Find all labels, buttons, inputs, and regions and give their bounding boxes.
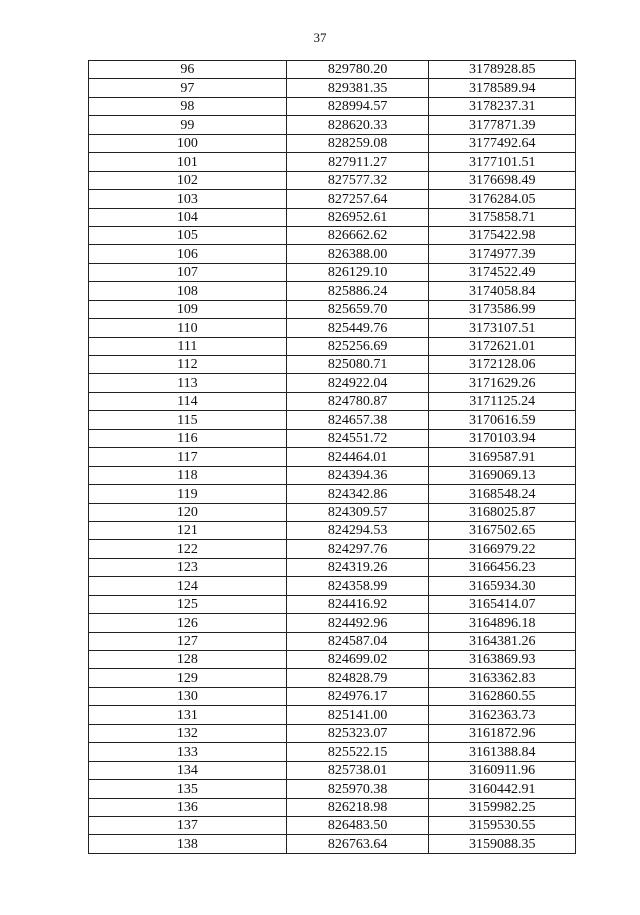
table-row (89, 558, 576, 576)
y-coordinate-cell: 3178237.31 (429, 97, 576, 115)
table-row (89, 503, 576, 521)
table-row (89, 595, 576, 613)
y-coordinate-cell: 3161388.84 (429, 743, 576, 761)
point-number-cell: 136 (89, 798, 287, 816)
table-row (89, 61, 576, 79)
point-number-cell: 135 (89, 780, 287, 798)
x-coordinate-cell: 826483.50 (286, 816, 429, 834)
x-coordinate-cell: 825659.70 (286, 300, 429, 318)
point-number-cell: 138 (89, 835, 287, 853)
table-row (89, 429, 576, 447)
point-number-cell: 112 (89, 356, 287, 374)
y-coordinate-cell: 3164381.26 (429, 632, 576, 650)
y-coordinate-cell: 3174058.84 (429, 282, 576, 300)
point-number-cell: 114 (89, 392, 287, 410)
x-coordinate-cell: 826129.10 (286, 263, 429, 281)
point-number-cell: 126 (89, 614, 287, 632)
table-row (89, 97, 576, 115)
y-coordinate-cell: 3174522.49 (429, 263, 576, 281)
y-coordinate-cell: 3163869.93 (429, 651, 576, 669)
y-coordinate-cell: 3168025.87 (429, 503, 576, 521)
x-coordinate-cell: 824319.26 (286, 558, 429, 576)
x-coordinate-cell: 829780.20 (286, 61, 429, 79)
table-row (89, 245, 576, 263)
table-row (89, 337, 576, 355)
x-coordinate-cell: 824492.96 (286, 614, 429, 632)
x-coordinate-cell: 826388.00 (286, 245, 429, 263)
y-coordinate-cell: 3166979.22 (429, 540, 576, 558)
table-row (89, 521, 576, 539)
table-row (89, 319, 576, 337)
y-coordinate-cell: 3163362.83 (429, 669, 576, 687)
x-coordinate-cell: 824922.04 (286, 374, 429, 392)
table-row (89, 724, 576, 742)
x-coordinate-cell: 824394.36 (286, 466, 429, 484)
y-coordinate-cell: 3171629.26 (429, 374, 576, 392)
y-coordinate-cell: 3160442.91 (429, 780, 576, 798)
point-number-cell: 105 (89, 226, 287, 244)
table-row (89, 540, 576, 558)
table-row (89, 632, 576, 650)
point-number-cell: 123 (89, 558, 287, 576)
table-row (89, 79, 576, 97)
table-row (89, 743, 576, 761)
table-row (89, 651, 576, 669)
x-coordinate-cell: 827577.32 (286, 171, 429, 189)
x-coordinate-cell: 828259.08 (286, 134, 429, 152)
x-coordinate-cell: 825141.00 (286, 706, 429, 724)
point-number-cell: 127 (89, 632, 287, 650)
x-coordinate-cell: 826662.62 (286, 226, 429, 244)
x-coordinate-cell: 825970.38 (286, 780, 429, 798)
x-coordinate-cell: 824657.38 (286, 411, 429, 429)
point-number-cell: 99 (89, 116, 287, 134)
y-coordinate-cell: 3177492.64 (429, 134, 576, 152)
table-row (89, 835, 576, 853)
point-number-cell: 109 (89, 300, 287, 318)
x-coordinate-cell: 824358.99 (286, 577, 429, 595)
table-row (89, 614, 576, 632)
x-coordinate-cell: 825522.15 (286, 743, 429, 761)
x-coordinate-cell: 826763.64 (286, 835, 429, 853)
point-number-cell: 133 (89, 743, 287, 761)
point-number-cell: 124 (89, 577, 287, 595)
y-coordinate-cell: 3161872.96 (429, 724, 576, 742)
point-number-cell: 120 (89, 503, 287, 521)
y-coordinate-cell: 3159982.25 (429, 798, 576, 816)
x-coordinate-cell: 824416.92 (286, 595, 429, 613)
x-coordinate-cell: 826218.98 (286, 798, 429, 816)
y-coordinate-cell: 3159088.35 (429, 835, 576, 853)
y-coordinate-cell: 3171125.24 (429, 392, 576, 410)
x-coordinate-cell: 824464.01 (286, 448, 429, 466)
x-coordinate-cell: 827257.64 (286, 190, 429, 208)
y-coordinate-cell: 3177101.51 (429, 153, 576, 171)
x-coordinate-cell: 824551.72 (286, 429, 429, 447)
table-row (89, 466, 576, 484)
point-number-cell: 113 (89, 374, 287, 392)
point-number-cell: 108 (89, 282, 287, 300)
y-coordinate-cell: 3175422.98 (429, 226, 576, 244)
point-number-cell: 130 (89, 687, 287, 705)
point-number-cell: 132 (89, 724, 287, 742)
x-coordinate-cell: 829381.35 (286, 79, 429, 97)
y-coordinate-cell: 3167502.65 (429, 521, 576, 539)
table-row (89, 134, 576, 152)
point-number-cell: 119 (89, 485, 287, 503)
y-coordinate-cell: 3170103.94 (429, 429, 576, 447)
y-coordinate-cell: 3162860.55 (429, 687, 576, 705)
y-coordinate-cell: 3178928.85 (429, 61, 576, 79)
table-row (89, 780, 576, 798)
x-coordinate-cell: 827911.27 (286, 153, 429, 171)
coordinates-table-body (89, 61, 576, 854)
table-row (89, 208, 576, 226)
y-coordinate-cell: 3172128.06 (429, 356, 576, 374)
y-coordinate-cell: 3177871.39 (429, 116, 576, 134)
x-coordinate-cell: 824587.04 (286, 632, 429, 650)
point-number-cell: 104 (89, 208, 287, 226)
point-number-cell: 111 (89, 337, 287, 355)
point-number-cell: 98 (89, 97, 287, 115)
table-row (89, 411, 576, 429)
table-row (89, 356, 576, 374)
point-number-cell: 116 (89, 429, 287, 447)
point-number-cell: 129 (89, 669, 287, 687)
y-coordinate-cell: 3159530.55 (429, 816, 576, 834)
x-coordinate-cell: 828620.33 (286, 116, 429, 134)
x-coordinate-cell: 828994.57 (286, 97, 429, 115)
table-row (89, 485, 576, 503)
point-number-cell: 122 (89, 540, 287, 558)
table-row (89, 687, 576, 705)
point-number-cell: 115 (89, 411, 287, 429)
point-number-cell: 125 (89, 595, 287, 613)
y-coordinate-cell: 3169587.91 (429, 448, 576, 466)
x-coordinate-cell: 825449.76 (286, 319, 429, 337)
y-coordinate-cell: 3169069.13 (429, 466, 576, 484)
table-row (89, 816, 576, 834)
point-number-cell: 131 (89, 706, 287, 724)
point-number-cell: 121 (89, 521, 287, 539)
y-coordinate-cell: 3165414.07 (429, 595, 576, 613)
x-coordinate-cell: 824342.86 (286, 485, 429, 503)
y-coordinate-cell: 3164896.18 (429, 614, 576, 632)
table-row (89, 706, 576, 724)
x-coordinate-cell: 824297.76 (286, 540, 429, 558)
y-coordinate-cell: 3173586.99 (429, 300, 576, 318)
x-coordinate-cell: 825080.71 (286, 356, 429, 374)
point-number-cell: 100 (89, 134, 287, 152)
point-number-cell: 97 (89, 79, 287, 97)
x-coordinate-cell: 824309.57 (286, 503, 429, 521)
point-number-cell: 128 (89, 651, 287, 669)
y-coordinate-cell: 3172621.01 (429, 337, 576, 355)
point-number-cell: 107 (89, 263, 287, 281)
table-row (89, 153, 576, 171)
x-coordinate-cell: 825738.01 (286, 761, 429, 779)
table-row (89, 577, 576, 595)
y-coordinate-cell: 3168548.24 (429, 485, 576, 503)
table-row (89, 300, 576, 318)
y-coordinate-cell: 3166456.23 (429, 558, 576, 576)
x-coordinate-cell: 824699.02 (286, 651, 429, 669)
y-coordinate-cell: 3174977.39 (429, 245, 576, 263)
point-number-cell: 96 (89, 61, 287, 79)
table-row (89, 190, 576, 208)
table-row (89, 374, 576, 392)
point-number-cell: 106 (89, 245, 287, 263)
x-coordinate-cell: 824780.87 (286, 392, 429, 410)
table-row (89, 448, 576, 466)
x-coordinate-cell: 826952.61 (286, 208, 429, 226)
point-number-cell: 103 (89, 190, 287, 208)
y-coordinate-cell: 3178589.94 (429, 79, 576, 97)
page-number: 37 (313, 30, 327, 45)
table-row (89, 116, 576, 134)
y-coordinate-cell: 3165934.30 (429, 577, 576, 595)
coordinates-table (88, 60, 576, 854)
table-row (89, 171, 576, 189)
y-coordinate-cell: 3175858.71 (429, 208, 576, 226)
point-number-cell: 117 (89, 448, 287, 466)
table-row (89, 392, 576, 410)
table-row (89, 761, 576, 779)
table-row (89, 282, 576, 300)
x-coordinate-cell: 825323.07 (286, 724, 429, 742)
point-number-cell: 137 (89, 816, 287, 834)
table-row (89, 226, 576, 244)
x-coordinate-cell: 824976.17 (286, 687, 429, 705)
y-coordinate-cell: 3160911.96 (429, 761, 576, 779)
point-number-cell: 118 (89, 466, 287, 484)
point-number-cell: 134 (89, 761, 287, 779)
table-row (89, 263, 576, 281)
x-coordinate-cell: 825886.24 (286, 282, 429, 300)
x-coordinate-cell: 825256.69 (286, 337, 429, 355)
point-number-cell: 110 (89, 319, 287, 337)
point-number-cell: 102 (89, 171, 287, 189)
y-coordinate-cell: 3176698.49 (429, 171, 576, 189)
y-coordinate-cell: 3173107.51 (429, 319, 576, 337)
table-row (89, 669, 576, 687)
y-coordinate-cell: 3176284.05 (429, 190, 576, 208)
y-coordinate-cell: 3162363.73 (429, 706, 576, 724)
x-coordinate-cell: 824294.53 (286, 521, 429, 539)
y-coordinate-cell: 3170616.59 (429, 411, 576, 429)
table-row (89, 798, 576, 816)
point-number-cell: 101 (89, 153, 287, 171)
x-coordinate-cell: 824828.79 (286, 669, 429, 687)
